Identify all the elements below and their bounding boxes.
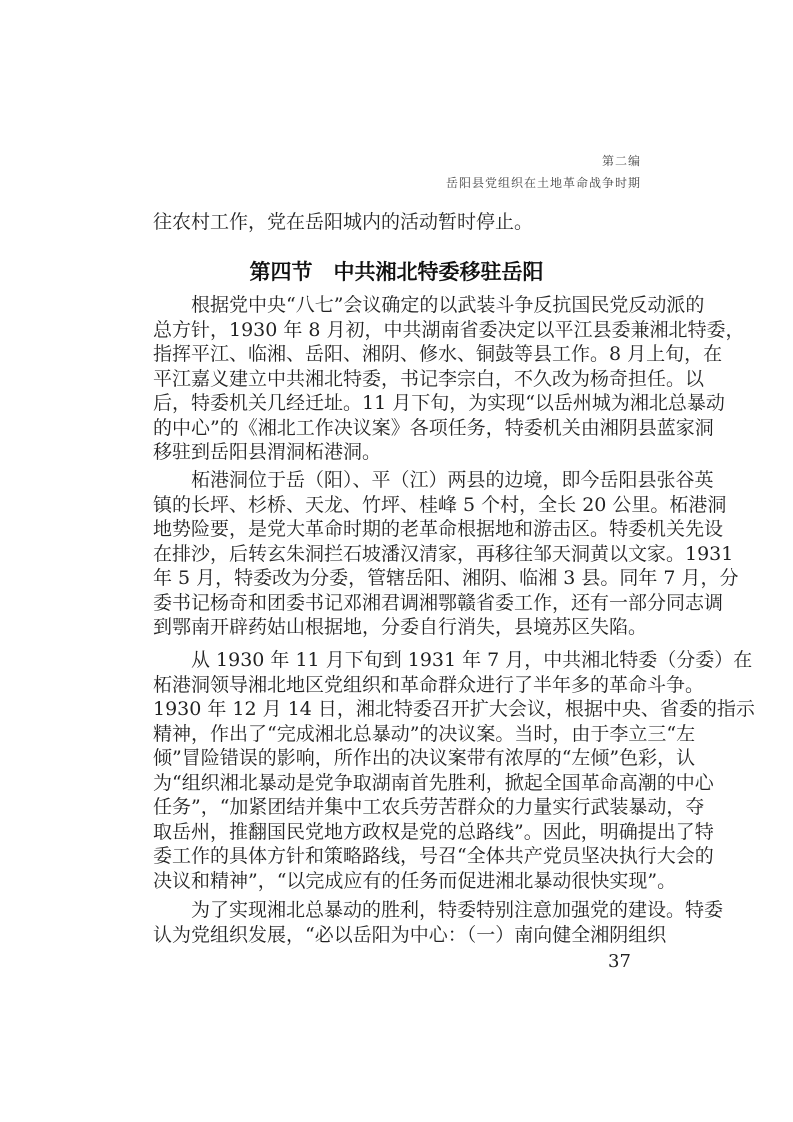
paragraph-line: 后，特委机关几经迁址。11 月下旬，为实现“以岳州城为湘北总暴动	[153, 392, 725, 414]
paragraph-line: 从 1930 年 11 月下旬到 1931 年 7 月，中共湘北特委（分委）在	[191, 649, 753, 671]
paragraph-line: 的中心”的《湘北工作决议案》各项任务，特委机关由湘阴县蓝家洞	[153, 416, 714, 439]
paragraph-line: 柘港洞位于岳（阳）、平（江）两县的边境，即今岳阳县张谷英	[191, 469, 714, 491]
paragraph-line: 镇的长坪、杉桥、天龙、竹坪、桂峰 5 个村，全长 20 公里。柘港洞	[153, 493, 727, 516]
paragraph-line: 总方针，1930 年 8 月初，中共湖南省委决定以平江县委兼湘北特委，	[153, 318, 745, 341]
paragraph-line: 委书记杨奇和团委书记邓湘君调湘鄂赣省委工作，还有一部分同志调	[153, 591, 724, 614]
carryover-line: 往农村工作，党在岳阳城内的活动暂时停止。	[153, 211, 534, 233]
paragraph-line: 任务”，“加紧团结并集中工农兵劳苦群众的力量实行武装暴动，夺	[153, 796, 705, 818]
paragraph-line: 指挥平江、临湘、岳阳、湘阴、修水、铜鼓等县工作。8 月上旬，在	[153, 343, 723, 365]
paragraph-line: 为了实现湘北总暴动的胜利，特委特别注意加强党的建设。特委	[191, 899, 724, 921]
running-header-part: 第二编	[601, 154, 641, 168]
paragraph-line: 柘港洞领导湘北地区党组织和革命群众进行了半年多的革命斗争。	[153, 673, 705, 696]
paragraph-line: 地势险要，是党大革命时期的老革命根据地和游击区。特委机关先设	[153, 518, 724, 540]
paragraph-line: 精神，作出了“完成湘北总暴动”的决议案。当时，由于李立三“左	[153, 722, 696, 745]
paragraph-line: 为“组织湘北暴动是党争取湖南首先胜利，掀起全国革命高潮的中心	[153, 771, 714, 794]
paragraph-line: 决议和精神”，“以完成应有的任务而促进湘北暴动很快实现”。	[153, 869, 677, 892]
paragraph-line: 委工作的具体方针和策略路线，号召“全体共产党员坚决执行大会的	[153, 845, 714, 867]
paragraph-line: 到鄂南开辟药姑山根据地，分委自行消失，县境苏区失陷。	[153, 616, 648, 638]
paragraph-line: 平江嘉义建立中共湘北特委，书记李宗白，不久改为杨奇担任。以	[153, 367, 705, 390]
paragraph-line: 1930 年 12 月 14 日，湘北特委召开扩大会议，根据中央、省委的指示	[153, 698, 755, 720]
page-number: 37	[608, 951, 631, 972]
section-heading: 第四节 中共湘北特委移驻岳阳	[249, 260, 544, 284]
paragraph-line: 认为党组织发展，“必以岳阳为中心：（一）南向健全湘阴组织	[153, 923, 667, 946]
paragraph-line: 移驻到岳阳县渭洞柘港洞。	[153, 441, 382, 463]
paragraph-line: 倾”冒险错误的影响，所作出的决议案带有浓厚的“左倾”色彩，认	[153, 747, 696, 769]
paragraph-line: 取岳州，推翻国民党地方政权是党的总路线”。因此，明确提出了特	[153, 820, 714, 843]
paragraph-line: 年 5 月，特委改为分委，管辖岳阳、湘阴、临湘 3 县。同年 7 月，分	[153, 567, 739, 589]
paragraph-line: 根据党中央“八七”会议确定的以武装斗争反抗国民党反动派的	[191, 294, 705, 316]
running-header-chapter: 岳阳县党组织在土地革命战争时期	[445, 176, 641, 190]
paragraph-line: 在排沙，后转玄朱洞拦石坡潘汉清家，再移往邹天洞黄以文家。1931	[153, 542, 734, 565]
